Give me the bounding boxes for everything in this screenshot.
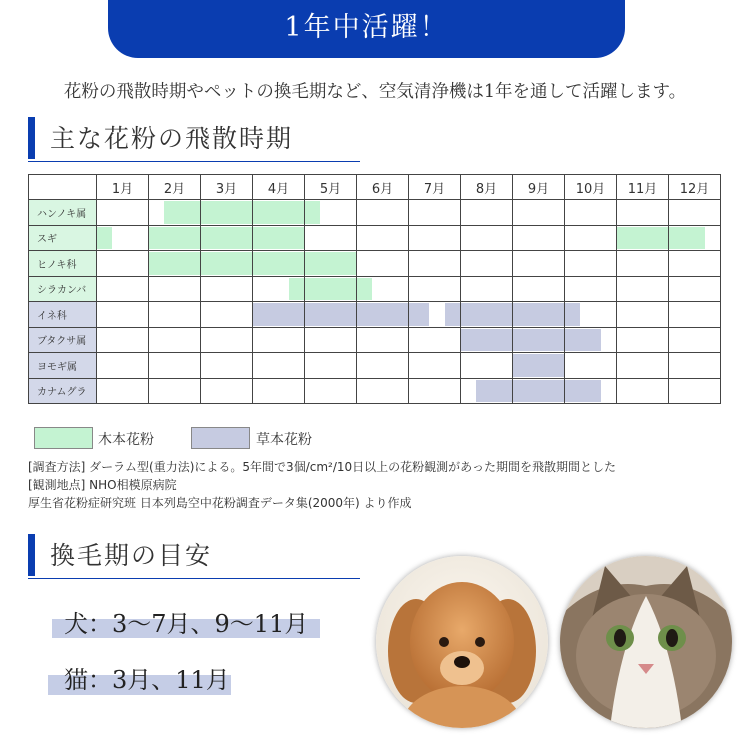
month-cell [461, 378, 513, 404]
heading-underline [28, 578, 360, 579]
month-cell [617, 251, 669, 277]
month-cell [565, 302, 617, 328]
month-cell [201, 327, 253, 353]
pollen-period-bar [445, 303, 460, 326]
pollen-period-bar [513, 380, 564, 403]
month-cell [357, 225, 409, 251]
calendar-body [29, 200, 721, 404]
legend-grass-swatch [191, 427, 250, 449]
pollen-period-bar [357, 278, 372, 301]
cat-photo [560, 556, 732, 728]
month-cell [669, 251, 721, 277]
month-cell [409, 200, 461, 226]
month-cell [201, 225, 253, 251]
pollen-period-bar [409, 303, 429, 326]
pollen-label: カナムグラ [29, 378, 97, 404]
month-cell [617, 378, 669, 404]
pollen-period-bar [513, 354, 564, 377]
month-cell [409, 276, 461, 302]
month-header-10: 10月 [565, 175, 617, 200]
month-cell [253, 251, 305, 277]
pollen-period-bar [253, 252, 304, 275]
pollen-period-bar [565, 380, 601, 403]
note-site: [観測地点] NHO相模原病院 [28, 478, 177, 492]
legend-tree-swatch [34, 427, 93, 449]
month-cell [357, 200, 409, 226]
month-cell [669, 327, 721, 353]
month-cell [461, 200, 513, 226]
month-cell [461, 327, 513, 353]
pollen-period-bar [565, 329, 601, 352]
month-cell [409, 225, 461, 251]
pollen-period-bar [513, 329, 564, 352]
pollen-period-bar [289, 278, 304, 301]
month-header-6: 6月 [357, 175, 409, 200]
pollen-period-bar [201, 252, 252, 275]
month-cell [149, 302, 201, 328]
pollen-period-bar [164, 201, 200, 224]
month-cell [305, 302, 357, 328]
pollen-row [29, 251, 721, 277]
month-cell [253, 276, 305, 302]
month-cell [305, 200, 357, 226]
month-cell [357, 302, 409, 328]
month-cell [201, 302, 253, 328]
dog-photo [376, 556, 548, 728]
month-cell [565, 378, 617, 404]
month-cell [409, 353, 461, 379]
month-cell [669, 200, 721, 226]
month-cell [97, 251, 149, 277]
month-cell [253, 200, 305, 226]
note-method: [調査方法] ダーラム型(重力法)による。5年間で3個/cm²/10日以上の花粉観測があった期間を飛散期間とした [28, 460, 617, 474]
pollen-section-title: 主な花粉の飛散時期 [50, 124, 294, 153]
month-header-11: 11月 [617, 175, 669, 200]
pollen-row [29, 225, 721, 251]
month-cell [513, 225, 565, 251]
month-cell [305, 353, 357, 379]
month-cell [617, 327, 669, 353]
pollen-period-bar [149, 227, 200, 250]
month-cell [305, 225, 357, 251]
month-cell [357, 353, 409, 379]
pollen-row [29, 378, 721, 404]
month-cell [565, 200, 617, 226]
month-cell [409, 378, 461, 404]
month-cell [409, 302, 461, 328]
pollen-row [29, 327, 721, 353]
heading-accent-bar [28, 534, 35, 576]
pollen-period-bar [565, 303, 580, 326]
month-cell [669, 225, 721, 251]
month-cell [149, 327, 201, 353]
month-cell [357, 378, 409, 404]
month-cell [565, 276, 617, 302]
pollen-period-bar [461, 329, 512, 352]
month-cell [461, 302, 513, 328]
pollen-period-bar [305, 303, 356, 326]
month-cell [513, 200, 565, 226]
month-cell [669, 353, 721, 379]
month-cell [565, 251, 617, 277]
month-cell [461, 276, 513, 302]
month-cell [305, 251, 357, 277]
month-cell [149, 378, 201, 404]
month-cell [357, 276, 409, 302]
month-cell [97, 276, 149, 302]
month-cell [201, 353, 253, 379]
month-cell [461, 251, 513, 277]
month-cell [149, 225, 201, 251]
month-cell [253, 302, 305, 328]
note-source: 厚生省花粉症研究班 日本列島空中花粉調査データ集(2000年) より作成 [28, 496, 412, 510]
month-cell [97, 378, 149, 404]
month-cell [201, 200, 253, 226]
month-cell [617, 302, 669, 328]
month-cell [149, 276, 201, 302]
legend-grass-label: 草本花粉 [256, 432, 312, 448]
month-cell [461, 353, 513, 379]
month-header-row [29, 175, 721, 200]
month-header-4: 4月 [253, 175, 305, 200]
month-cell [201, 276, 253, 302]
month-header-7: 7月 [409, 175, 461, 200]
month-cell [97, 302, 149, 328]
pollen-period-bar [201, 227, 252, 250]
pollen-period-bar [617, 227, 668, 250]
legend-tree-label: 木本花粉 [98, 432, 154, 448]
month-cell [253, 353, 305, 379]
pollen-period-bar [253, 303, 304, 326]
heading-underline [28, 161, 360, 162]
banner-title: 1年中活躍！ [284, 12, 449, 43]
pollen-period-bar [513, 303, 564, 326]
pollen-section-heading [28, 117, 368, 163]
month-cell [409, 327, 461, 353]
month-cell [201, 378, 253, 404]
dog-moult-period: 犬：3〜7月、9〜11月 [64, 610, 309, 638]
pollen-label: イネ科 [29, 302, 97, 328]
month-header-1: 1月 [97, 175, 149, 200]
heading-accent-bar [28, 117, 35, 159]
month-cell [253, 327, 305, 353]
pollen-row [29, 302, 721, 328]
cat-moult-period: 猫：3月、11月 [64, 666, 230, 694]
pollen-label: ブタクサ属 [29, 327, 97, 353]
title-banner [108, 0, 625, 58]
month-cell [513, 378, 565, 404]
month-cell [513, 353, 565, 379]
pollen-label: スギ [29, 225, 97, 251]
pollen-period-bar [305, 278, 356, 301]
month-cell [669, 378, 721, 404]
month-cell [97, 200, 149, 226]
pollen-period-bar [149, 252, 200, 275]
pollen-period-bar [253, 201, 304, 224]
pollen-period-bar [253, 227, 304, 250]
month-cell [565, 225, 617, 251]
month-cell [669, 276, 721, 302]
pollen-calendar-table [28, 174, 721, 404]
month-cell [357, 251, 409, 277]
pollen-period-bar [97, 227, 112, 250]
moult-section-heading [28, 534, 368, 580]
month-cell [253, 225, 305, 251]
month-cell [513, 302, 565, 328]
moult-section-title: 換毛期の目安 [50, 541, 213, 570]
month-cell [97, 225, 149, 251]
pollen-label: ハンノキ属 [29, 200, 97, 226]
month-cell [617, 225, 669, 251]
month-cell [97, 353, 149, 379]
month-cell [149, 200, 201, 226]
pollen-row [29, 353, 721, 379]
legend [34, 427, 354, 449]
month-cell [253, 378, 305, 404]
pollen-period-bar [305, 252, 356, 275]
corner-cell [29, 175, 97, 200]
pollen-period-bar [305, 201, 320, 224]
month-cell [201, 251, 253, 277]
pollen-label: ヨモギ属 [29, 353, 97, 379]
month-cell [513, 327, 565, 353]
month-cell [97, 327, 149, 353]
pollen-period-bar [476, 380, 512, 403]
month-header-9: 9月 [513, 175, 565, 200]
month-header-5: 5月 [305, 175, 357, 200]
pollen-row [29, 276, 721, 302]
pollen-row [29, 200, 721, 226]
month-cell [305, 327, 357, 353]
month-cell [617, 353, 669, 379]
month-header-2: 2月 [149, 175, 201, 200]
month-cell [149, 353, 201, 379]
month-cell [617, 200, 669, 226]
pollen-label: シラカンバ [29, 276, 97, 302]
pollen-period-bar [669, 227, 705, 250]
month-cell [149, 251, 201, 277]
month-cell [513, 276, 565, 302]
pollen-period-bar [357, 303, 408, 326]
month-cell [617, 276, 669, 302]
month-cell [305, 276, 357, 302]
pollen-period-bar [201, 201, 252, 224]
month-cell [565, 353, 617, 379]
month-cell [513, 251, 565, 277]
pollen-period-bar [461, 303, 512, 326]
month-header-12: 12月 [669, 175, 721, 200]
month-cell [409, 251, 461, 277]
month-cell [565, 327, 617, 353]
month-cell [461, 225, 513, 251]
pollen-label: ヒノキ科 [29, 251, 97, 277]
month-cell [305, 378, 357, 404]
month-cell [357, 327, 409, 353]
month-header-3: 3月 [201, 175, 253, 200]
intro-text: 花粉の飛散時期やペットの換毛期など、空気清浄機は1年を通して活躍します。 [63, 82, 687, 102]
month-cell [669, 302, 721, 328]
month-header-8: 8月 [461, 175, 513, 200]
